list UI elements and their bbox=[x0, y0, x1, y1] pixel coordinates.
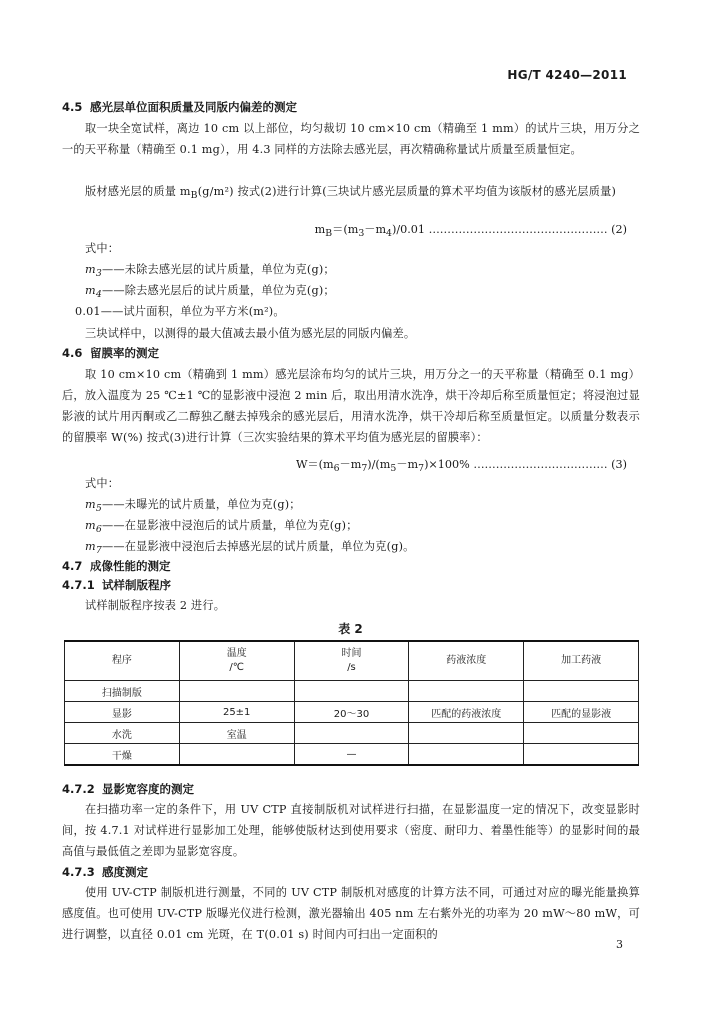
variable-symbol: $m_3$ bbox=[85, 263, 102, 280]
section-4-7-2-heading bbox=[62, 781, 194, 797]
table-row bbox=[65, 702, 639, 723]
table-cell bbox=[179, 681, 294, 702]
header-cell-temperature: 温度 /℃ bbox=[179, 641, 294, 681]
section-title: 感光层单位面积质量及同版内偏差的测定 bbox=[90, 100, 297, 114]
table-cell bbox=[294, 723, 409, 744]
table-2-caption: 表 2 bbox=[338, 622, 363, 636]
section-4-5-paragraph-2: 版材感光层的质量 $m_B(g/m^2)$ 按式(2)进行计算(三块试片感光层质量的算术平均值为该版材的感光层质量) bbox=[85, 185, 617, 202]
section-4-6-paragraph-1: 取 10 cm×10 cm（精确到 1 mm）感光层涂布均匀的试片三块，用万分之一的天平称量（精确至 0.1 mg）后，放入温度为 25 ℃±1 ℃的显影液中浸泡 2 min 后，取出用清水洗净，烘干冷却后称至质量恒定；将浸泡过显影液的试片用丙酮或乙二醇独乙醚去掉残余的感光层后，用清水洗净，烘干冷却后称至质量恒定。以质量分数表示的留膜率 W(%) 按式(3)进行计算（三次实验结果的算术平均值为感光层的留膜率）： bbox=[62, 368, 640, 444]
variable-definition: ——未除去感光层的试片质量，单位为克(g)； bbox=[101, 263, 335, 276]
section-title: 成像性能的测定 bbox=[90, 559, 171, 573]
section-title: 试样制版程序 bbox=[102, 578, 171, 592]
formula-3: $W=(m_6-m_7)/(m_5-m_7)\times 100\%$ ……………………………… (3) bbox=[295, 458, 627, 475]
table-cell: 干燥 bbox=[65, 744, 180, 766]
standard-number-header: HG/T 4240—2011 bbox=[507, 68, 627, 82]
section-number: 4.5 bbox=[62, 100, 83, 114]
variable-definition: ——除去感光层后的试片质量，单位为克(g)； bbox=[101, 284, 335, 297]
section-title: 显影宽容度的测定 bbox=[102, 782, 194, 796]
variable-definition: ——在显影液中浸泡后的试片质量，单位为克(g)； bbox=[101, 519, 358, 532]
header-cell-solution: 加工药液 bbox=[524, 641, 639, 681]
table-cell bbox=[409, 681, 524, 702]
table-cell bbox=[294, 681, 409, 702]
variable-m5 bbox=[85, 496, 301, 514]
table-header-row bbox=[65, 641, 639, 681]
table-cell: 显影 bbox=[65, 702, 180, 723]
variable-m3 bbox=[85, 261, 335, 279]
section-number: 4.6 bbox=[62, 346, 83, 360]
page-number: 3 bbox=[616, 938, 623, 951]
where-label: 式中： bbox=[85, 477, 120, 490]
table-cell bbox=[524, 723, 639, 744]
variable-m4 bbox=[85, 282, 335, 300]
table-cell: 20～30 bbox=[294, 702, 409, 723]
table-cell: 室温 bbox=[179, 723, 294, 744]
section-number: 4.7.1 bbox=[62, 578, 95, 592]
variable-symbol: $m_6$ bbox=[85, 519, 102, 536]
section-title: 感度测定 bbox=[102, 865, 148, 879]
table-cell: 水洗 bbox=[65, 723, 180, 744]
section-4-7-heading bbox=[62, 558, 171, 574]
section-title: 留膜率的测定 bbox=[90, 346, 159, 360]
formula-2: $m_B=(m_3-m_4)/0.01$ ………………………………………… (2) bbox=[314, 223, 627, 240]
variable-symbol: $m_4$ bbox=[85, 284, 102, 301]
where-label: 式中： bbox=[85, 242, 120, 255]
section-number: 4.7 bbox=[62, 559, 83, 573]
table-cell: 匹配的药液浓度 bbox=[409, 702, 524, 723]
variable-symbol: $m_7$ bbox=[85, 540, 102, 557]
section-number: 4.7.2 bbox=[62, 782, 95, 796]
table-cell bbox=[179, 744, 294, 766]
section-4-7-1-text: 试样制版程序按表 2 进行。 bbox=[85, 599, 226, 612]
table-cell: 25±1 bbox=[179, 702, 294, 723]
variable-m7 bbox=[85, 538, 415, 556]
table-row bbox=[65, 723, 639, 744]
table-row bbox=[65, 744, 639, 766]
variable-area: 0.01——试片面积，单位为平方米(m²)。 bbox=[75, 305, 285, 318]
table-cell bbox=[524, 744, 639, 766]
section-4-5-heading bbox=[62, 99, 297, 115]
variable-m6 bbox=[85, 517, 358, 535]
table-cell: 匹配的显影液 bbox=[524, 702, 639, 723]
header-cell-procedure: 程序 bbox=[65, 641, 180, 681]
section-4-7-2-paragraph: 在扫描功率一定的条件下，用 UV CTP 直接制版机对试样进行扫描，在显影温度一定的情况下，改变显影时间，按 4.7.1 对试样进行显影加工处理，能够使版材达到使用要求（密度、耐印力、着墨性能等）的显影时间的最高值与最低值之差即为显影宽容度。 bbox=[62, 803, 640, 858]
header-cell-time: 时间 /s bbox=[294, 641, 409, 681]
table-cell bbox=[409, 744, 524, 766]
section-4-5-paragraph-3: 三块试样中，以测得的最大值减去最小值为感光层的同版内偏差。 bbox=[85, 327, 416, 340]
section-4-7-1-heading bbox=[62, 577, 171, 593]
header-cell-concentration: 药液浓度 bbox=[409, 641, 524, 681]
table-cell bbox=[409, 723, 524, 744]
table-cell: 扫描制版 bbox=[65, 681, 180, 702]
table-row bbox=[65, 681, 639, 702]
section-4-5-paragraph-1: 取一块全宽试样，离边 10 cm 以上部位，均匀裁切 10 cm×10 cm（精确至 1 mm）的试片三块，用万分之一的天平称量（精确至 0.1 mg），用 4.3 同样的方法除去感光层，再次精确称量试片质量至质量恒定。 bbox=[62, 122, 640, 156]
section-4-6-heading bbox=[62, 345, 159, 361]
section-4-7-3-heading bbox=[62, 864, 148, 880]
table-cell bbox=[524, 681, 639, 702]
section-number: 4.7.3 bbox=[62, 865, 95, 879]
variable-definition: ——在显影液中浸泡后去掉感光层的试片质量，单位为克(g)。 bbox=[101, 540, 415, 553]
table-cell: — bbox=[294, 744, 409, 766]
variable-symbol: $m_5$ bbox=[85, 498, 102, 515]
table-2 bbox=[64, 640, 639, 766]
section-4-7-3-paragraph: 使用 UV-CTP 制版机进行测量，不同的 UV CTP 制版机对感度的计算方法不同，可通过对应的曝光能量换算感度值。也可使用 UV-CTP 版曝光仪进行检测，激光器输出 405 nm 左右紫外光的功率为 20 mW～80 mW，可进行调整，以直径 0.01 cm 光斑，在 T(0.01 s) 时间内可扫出一定面积的 bbox=[62, 886, 640, 941]
variable-definition: ——未曝光的试片质量，单位为克(g)； bbox=[101, 498, 301, 511]
